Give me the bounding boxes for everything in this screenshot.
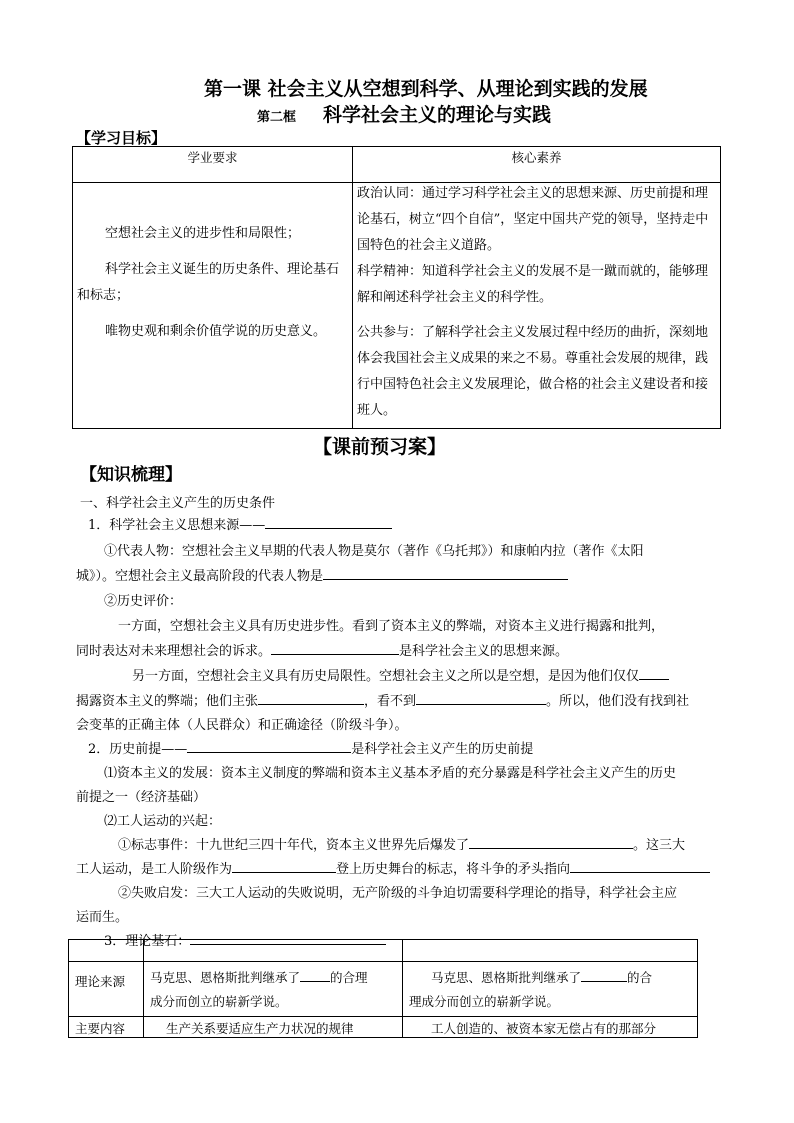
lesson-title: 第一课 社会主义从空想到科学、从理论到实践的发展 — [204, 78, 648, 100]
competency-public: 公共参与：了解科学社会主义发展过程中经历的曲折，深刻地体会我国社会主义成果的来之不易。尊重社会发展的规律，践行中国特色社会主义发展理论，做合格的社会主义建设者和接班人。 — [357, 325, 709, 418]
theory-header-blank — [69, 940, 144, 962]
eval-p1-line2: 同时表达对未来理想社会的诉求。 是科学社会主义的思想来源。 — [76, 638, 568, 666]
theory-content-label-cell — [69, 1017, 144, 1038]
section-prefix: 第二框 — [257, 110, 297, 125]
blank-source-1[interactable] — [300, 967, 330, 982]
preview-heading: 【课前预习案】 — [313, 436, 447, 458]
blank-target[interactable] — [570, 858, 710, 873]
theory-source-col1-text: 马克思、恩格斯批判继承了 的合理 成分而创立的崭新学说。 — [144, 962, 402, 1014]
requirements-cell — [73, 183, 353, 429]
item-1-evaluation: ②历史评价： — [104, 594, 183, 609]
theory-source-label-cell — [69, 962, 144, 1017]
blank-independent-force[interactable] — [232, 858, 336, 873]
theory-content-col1-text: 生产关系要适应生产力状况的规律 — [166, 1021, 354, 1036]
theory-header-col1 — [144, 940, 403, 962]
section-title: 科学社会主义的理论与实践 — [323, 104, 552, 126]
item-3: 3．理论基石： — [104, 928, 386, 956]
goals-label: 【学习目标】 — [76, 129, 167, 147]
eval-p2-line1: 另一方面，空想社会主义具有历史局限性。空想社会主义之所以是空想，是因为他们仅仅 — [132, 663, 669, 691]
blank-limitation[interactable] — [639, 665, 669, 680]
competencies-cell — [353, 183, 721, 429]
item-2-2a-line1: ①标志事件：十九世纪三四十年代，资本主义世界先后爆发了 。这三大 — [118, 832, 685, 860]
blank-three-movements[interactable] — [469, 834, 633, 849]
item-2-2b-line1: ②失败启发：三大工人运动的失败说明，无产阶级的斗争迫切需要科学理论的指导，科学社会主应 — [118, 886, 678, 901]
theory-content-col2-text: 工人创造的、被资本家无偿占有的那部分 — [431, 1021, 657, 1036]
blank-progressive[interactable] — [271, 640, 399, 655]
item-2-2: ⑵工人运动的兴起： — [104, 814, 222, 829]
goals-header-requirements: 学业要求 — [73, 147, 353, 183]
blank-historical-premise[interactable] — [187, 738, 351, 753]
item-2-1-line2: 前提之一（经济基础） — [76, 790, 207, 805]
theory-header-col2 — [403, 940, 698, 962]
theory-source-col1 — [144, 962, 403, 1017]
goals-table — [72, 146, 721, 429]
theory-content-col2 — [403, 1017, 698, 1038]
theory-source-col2 — [403, 962, 698, 1017]
item-2-2b-line2: 运而生。 — [76, 910, 129, 925]
blank-ideology-source[interactable] — [265, 514, 392, 529]
requirement-2: 科学社会主义诞生的历史条件、理论基石和标志； — [77, 262, 340, 303]
competency-science: 科学精神：知道科学社会主义的发展不是一蹴而就的，能够理解和阐述科学社会主义的科学性。 — [357, 264, 709, 305]
theory-source-label: 理论来源 — [75, 974, 126, 989]
item-1-representatives: ①代表人物：空想社会主义早期的代表人物是莫尔（著作《乌托邦》）和康帕内拉（著作《太阳 — [104, 544, 644, 559]
blank-cannot-see[interactable] — [416, 690, 546, 705]
requirement-3: 唯物史观和剩余价值学说的历史意义。 — [105, 324, 327, 339]
theory-content-label: 主要内容 — [75, 1021, 126, 1036]
blank-representative[interactable] — [323, 565, 568, 580]
goals-header-competencies: 核心素养 — [353, 147, 721, 183]
item-1: 1．科学社会主义思想来源—— — [88, 512, 392, 540]
knowledge-heading: 【知识梳理】 — [80, 465, 182, 485]
item-2-1-line1: ⑴资本主义的发展：资本主义制度的弊端和资本主义基本矛盾的充分暴露是科学社会主义产生的历史 — [104, 766, 677, 781]
eval-p2-line2: 揭露资本主义的弊端；他们主张 ，看不到 。所以，他们没有找到社 — [76, 688, 689, 716]
competency-political: 政治认同：通过学习科学社会主义的思想来源、历史前提和理论基石，树立“四个自信”，坚定中国共产党的领导，坚持走中国特色的社会主义道路。 — [357, 186, 709, 253]
theory-content-col1 — [144, 1017, 403, 1038]
theory-source-col2-text: 马克思、恩格斯批判继承了 的合 理成分而创立的崭新学说。 — [403, 962, 697, 1014]
eval-p1-line1: 一方面，空想社会主义具有历史进步性。看到了资本主义的弊端，对资本主义进行揭露和批判， — [118, 619, 665, 634]
blank-advocate[interactable] — [258, 690, 364, 705]
section-1-heading: 一、科学社会主义产生的历史条件 — [80, 496, 276, 511]
item-2: 2．历史前提—— 是科学社会主义产生的历史前提 — [88, 736, 533, 764]
item-2-2a-line2: 工人运动，是工人阶级作为 登上历史舞台的标志，将斗争的矛头指向 — [76, 856, 710, 884]
eval-p2-line3: 会变革的正确主体（人民群众）和正确途径（阶级斗争）。 — [76, 718, 408, 733]
requirement-1: 空想社会主义的进步性和局限性； — [105, 226, 301, 241]
blank-source-2[interactable] — [581, 967, 627, 982]
theory-table — [68, 939, 698, 1038]
item-1-representatives-cont: 城》）。空想社会主义最高阶段的代表人物是 — [76, 563, 568, 591]
